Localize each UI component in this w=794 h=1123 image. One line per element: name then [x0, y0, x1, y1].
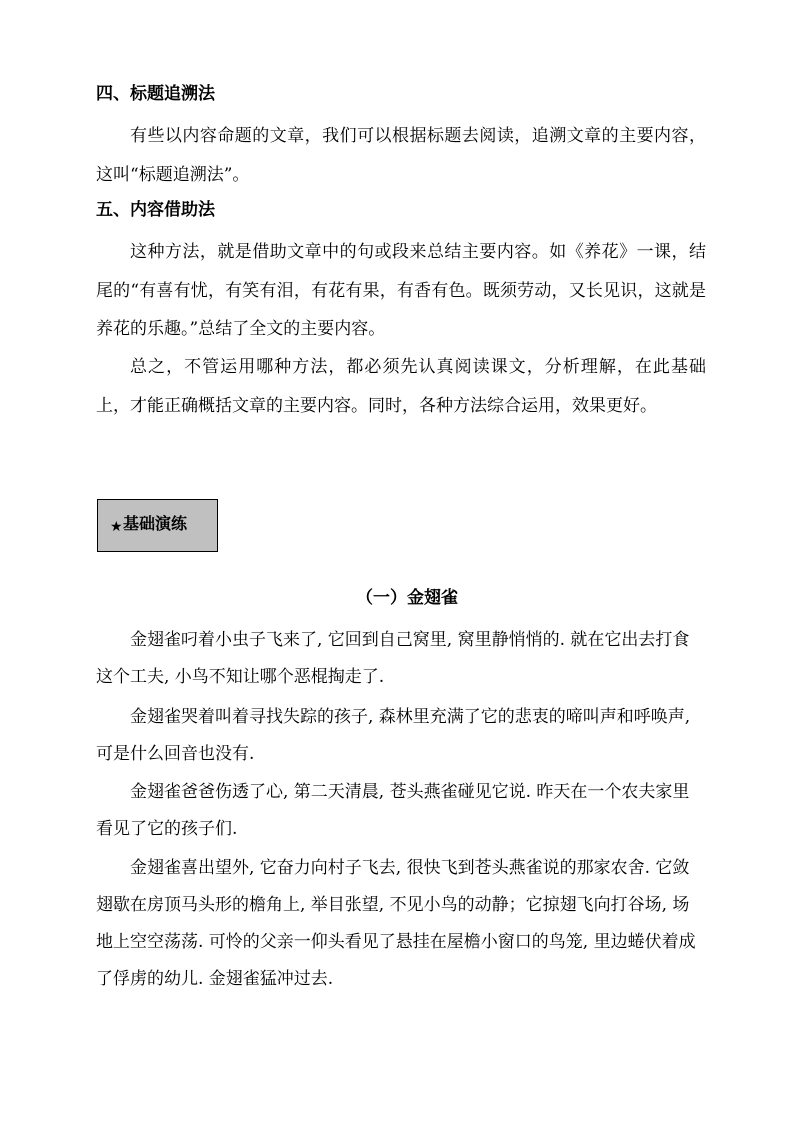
section-4-heading: 四、标题追溯法: [96, 84, 215, 104]
section-5-heading: 五、内容借助法: [96, 200, 215, 220]
section-4-body: 有些以内容命题的文章，我们可以根据标题去阅读，追溯文章的主要内容，这叫“标题追溯法”。: [96, 126, 706, 185]
story-paragraph-4: 金翅雀喜出望外, 它奋力向村子飞去, 很快飞到苍头燕雀说的那家农舍. 它敛翅歇在房顶马头形的檐角上, 举目张望, 不见小鸟的动静；它掠翅飞向打谷场, 场地上空空荡荡. 可怜的父亲一仰头看见了悬挂在屋檐小窗口的鸟笼, 里边蜷伏着成了俘虏的幼儿. 金翅雀猛冲过去.: [96, 858, 696, 989]
story-paragraph-1: 金翅雀叼着小虫子飞来了, 它回到自己窝里, 窝里静悄悄的. 就在它出去打食这个工夫, 小鸟不知让哪个恶棍掏走了.: [96, 630, 690, 687]
star-icon: ★: [110, 519, 123, 535]
section-5-body: 这种方法，就是借助文章中的句或段来总结主要内容。如《养花》一课，结尾的“有喜有忧，有笑有泪，有花有果，有香有色。既须劳动，又长见识，这就是养花的乐趣。”总结了全文的主要内容。: [96, 242, 706, 339]
story-title: （一）金翅雀: [356, 588, 458, 608]
practice-label: 基础演练: [123, 514, 188, 533]
story-paragraph-2: 金翅雀哭着叫着寻找失踪的孩子, 森林里充满了它的悲衷的啼叫声和呼唤声, 可是什么回音也没有.: [96, 707, 691, 764]
story-paragraph-3: 金翅雀爸爸伤透了心, 第二天清晨, 苍头燕雀碰见它说. 昨天在一个农夫家里看见了它的孩子们.: [96, 782, 690, 839]
practice-label-box: [97, 499, 218, 552]
section-5-summary: 总之，不管运用哪种方法，都必须先认真阅读课文，分析理解，在此基础上，才能正确概括文章的主要内容。同时，各种方法综合运用，效果更好。: [96, 357, 706, 416]
